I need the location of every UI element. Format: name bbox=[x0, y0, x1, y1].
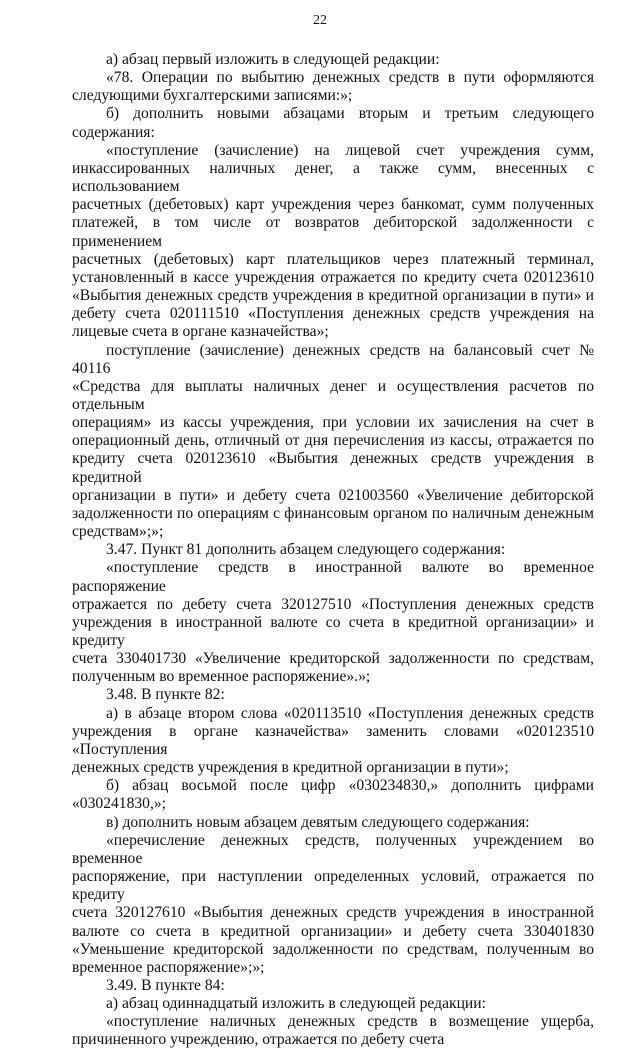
text-line: операциям» из кассы учреждения, при условии их зачисления на счет в bbox=[72, 414, 594, 432]
text-line: в) дополнить новым абзацем девятым следующего содержания: bbox=[106, 813, 530, 831]
text-line: содержания: bbox=[72, 123, 155, 141]
paragraph bbox=[72, 977, 594, 995]
text-line: а) абзац первый изложить в следующей редакции: bbox=[106, 51, 440, 68]
text-line: поступление (зачисление) денежных средств на балансовый счет № 40116 bbox=[72, 341, 594, 377]
paragraph bbox=[72, 559, 594, 686]
text-line: б) дополнить новыми абзацами вторым и третьим следующего bbox=[106, 105, 594, 123]
text-line: причиненного учреждению, отражается по дебету счета bbox=[72, 1031, 445, 1049]
paragraph bbox=[72, 995, 594, 1013]
text-line: счета 320127610 «Выбытия денежных средств учреждения в иностранной bbox=[72, 904, 594, 922]
text-line: «Средства для выплаты наличных денег и осуществления расчетов по отдельным bbox=[72, 377, 594, 413]
text-line: платежей, в том числе от возвратов дебиторской задолженности с применением bbox=[72, 214, 594, 250]
paragraph bbox=[72, 69, 594, 105]
paragraph bbox=[72, 142, 594, 342]
text-line: а) абзац одиннадцатый изложить в следующей редакции: bbox=[106, 995, 486, 1013]
text-line: «поступление наличных денежных средств в возмещение ущерба, bbox=[106, 1013, 594, 1031]
text-line: «Выбытия денежных средств учреждения в кредитной организации в пути» и bbox=[72, 287, 594, 305]
text-line: «поступление средств в иностранной валюте во временное распоряжение bbox=[72, 559, 594, 595]
text-line: учреждения в иностранной валюте со счета в кредитной организации» и кредиту bbox=[72, 613, 594, 649]
paragraph bbox=[72, 342, 594, 542]
text-line: «Уменьшение кредиторской задолженности по средствам, полученным во bbox=[72, 940, 594, 958]
text-line: операционный день, отличный от дня перечисления из кассы, отражается по bbox=[72, 432, 594, 450]
paragraph bbox=[72, 541, 594, 559]
text-line: б) абзац восьмой после цифр «030234830,» дополнить цифрами bbox=[106, 777, 594, 795]
text-line: 3.49. В пункте 84: bbox=[106, 976, 225, 994]
text-line: лицевые счета в органе казначейства»; bbox=[72, 323, 329, 341]
text-line: средствам»;»; bbox=[72, 523, 164, 541]
text-line: дебету счета 020111510 «Поступления денежных средств учреждения на bbox=[72, 305, 594, 323]
text-line: установленный в кассе учреждения отражается по кредиту счета 020123610 bbox=[72, 268, 594, 286]
text-line: 3.47. Пункт 81 дополнить абзацем следующего содержания: bbox=[106, 541, 506, 559]
text-line: а) в абзаце втором слова «020113510 «Поступления денежных средств bbox=[106, 704, 594, 722]
text-line: задолженности по операциям с финансовым органом по наличным денежным bbox=[72, 504, 594, 522]
text-line: полученным во временное распоряжение».»; bbox=[72, 668, 371, 686]
text-line: счета 330401730 «Увеличение кредиторской задолженности по средствам, bbox=[72, 650, 594, 668]
text-line: учреждения в органе казначейства» заменить словами «020123510 «Поступления bbox=[72, 722, 594, 758]
paragraph bbox=[72, 1013, 594, 1049]
text-line: кредиту счета 020123610 «Выбытия денежных средств учреждения в кредитной bbox=[72, 450, 594, 486]
document-body bbox=[72, 51, 594, 1050]
text-line: инкассированных наличных денег, а также сумм, внесенных с использованием bbox=[72, 159, 594, 196]
text-line: денежных средств учреждения в кредитной организации в пути»; bbox=[72, 759, 509, 777]
paragraph bbox=[72, 51, 594, 69]
text-line: отражается по дебету счета 320127510 «Поступления денежных средств bbox=[72, 595, 594, 613]
paragraph bbox=[72, 705, 594, 778]
text-line: распоряжение, при наступлении определенных условий, отражается по кредиту bbox=[72, 868, 594, 904]
text-line: расчетных (дебетовых) карт учреждения через банкомат, сумм полученных bbox=[72, 196, 594, 214]
text-line: 3.48. В пункте 82: bbox=[106, 686, 225, 704]
text-line: «78. Операции по выбытию денежных средств в пути оформляются bbox=[106, 69, 594, 87]
text-line: «поступление (зачисление) на лицевой счет учреждения сумм, bbox=[106, 141, 594, 159]
text-line: «030241830,»; bbox=[72, 795, 166, 813]
text-line: следующими бухгалтерскими записями:»; bbox=[72, 87, 353, 105]
page-number: 22 bbox=[313, 13, 327, 28]
text-line: расчетных (дебетовых) карт плательщиков через платежный терминал, bbox=[72, 250, 594, 268]
text-line: «перечисление денежных средств, полученных учреждением во временное bbox=[72, 831, 594, 867]
text-line: валюте со счета в кредитной организации» и дебету счета 330401830 bbox=[72, 922, 594, 940]
paragraph bbox=[72, 686, 594, 704]
text-line: организации в пути» и дебету счета 021003560 «Увеличение дебиторской bbox=[72, 486, 594, 504]
text-line: временное распоряжение»;»; bbox=[72, 958, 265, 976]
paragraph bbox=[72, 105, 594, 141]
paragraph bbox=[72, 777, 594, 813]
paragraph bbox=[72, 832, 594, 977]
paragraph bbox=[72, 814, 594, 832]
